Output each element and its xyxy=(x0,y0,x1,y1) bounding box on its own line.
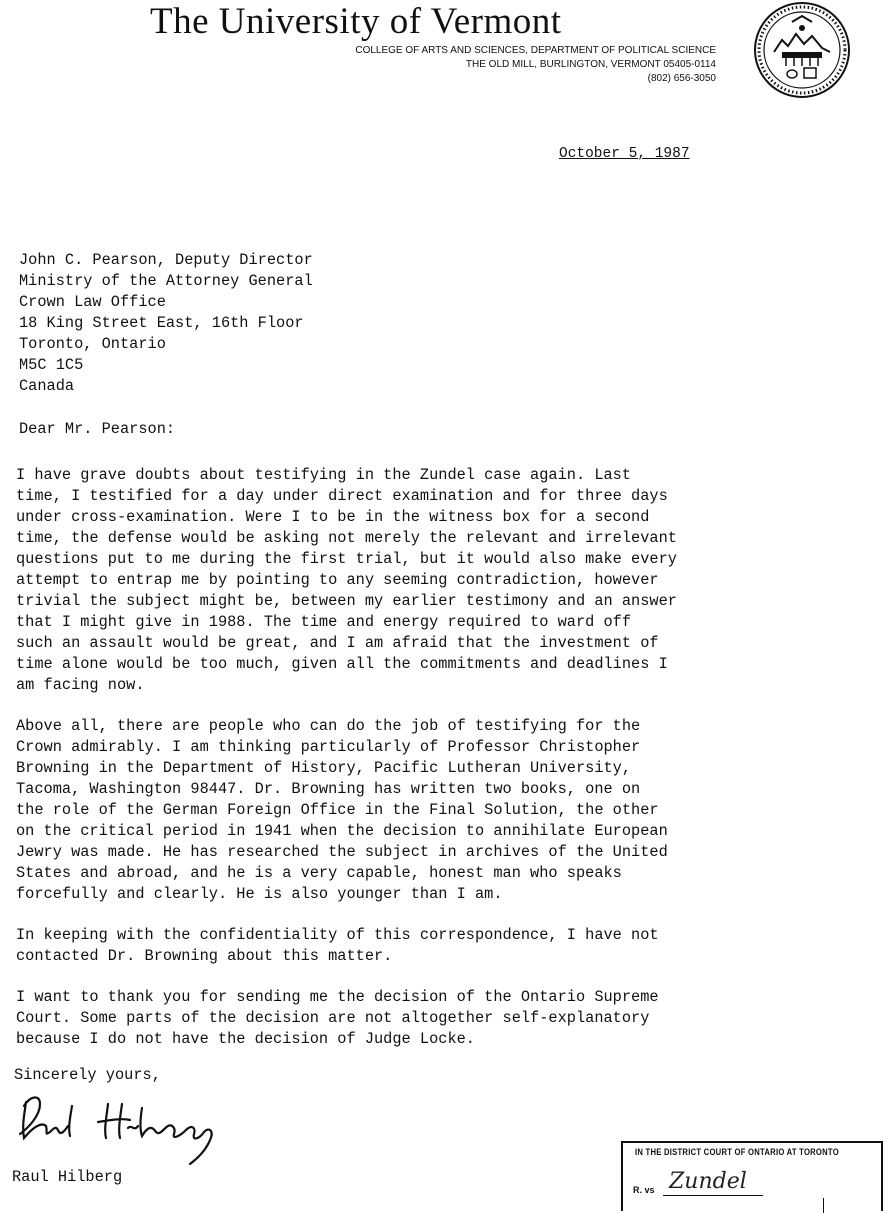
body-line: Tacoma, Washington 98447. Dr. Browning has written two books, one on xyxy=(16,780,641,798)
letter-date: October 5, 1987 xyxy=(559,146,690,162)
body-line: on the critical period in 1941 when the decision to annihilate European xyxy=(16,822,668,840)
body-line: such an assault would be great, and I am afraid that the investment of xyxy=(16,634,659,652)
address-line: John C. Pearson, Deputy Director xyxy=(19,251,313,269)
body-line: under cross-examination. Were I to be in the witness box for a second xyxy=(16,508,650,526)
address-line: Ministry of the Attorney General xyxy=(19,272,313,290)
body-line: time, I testified for a day under direct examination and for three days xyxy=(16,487,668,505)
body-line: attempt to entrap me by pointing to any seeming contradiction, however xyxy=(16,571,659,589)
closing: Sincerely yours, xyxy=(14,1066,161,1084)
letterhead-line: COLLEGE OF ARTS AND SCIENCES, DEPARTMENT OF POLITICAL SCIENCE xyxy=(355,45,716,56)
letterhead-title: The University of Vermont xyxy=(150,1,562,42)
body-line: I have grave doubts about testifying in the Zundel case again. Last xyxy=(16,466,632,484)
body-line: trivial the subject might be, between my earlier testimony and an answer xyxy=(16,592,677,610)
stamp-underline xyxy=(663,1195,763,1196)
letterhead-address xyxy=(355,44,716,86)
body-line: that I might give in 1988. The time and energy required to ward off xyxy=(16,613,632,631)
body-line: contacted Dr. Browning about this matter. xyxy=(16,947,393,965)
address-line: Crown Law Office xyxy=(19,293,166,311)
body-paragraph xyxy=(16,987,659,1050)
body-line: time, the defense would be asking not merely the relevant and irrelevant xyxy=(16,529,677,547)
salutation: Dear Mr. Pearson: xyxy=(19,420,176,438)
body-line: forcefully and clearly. He is also younger than I am. xyxy=(16,885,503,903)
signature-icon xyxy=(10,1086,250,1166)
body-line: time alone would be too much, given all the commitments and deadlines I xyxy=(16,655,668,673)
body-line: States and abroad, and he is a very capable, honest man who speaks xyxy=(16,864,622,882)
signer-name: Raul Hilberg xyxy=(12,1168,123,1186)
body-paragraph xyxy=(16,465,677,696)
address-line: M5C 1C5 xyxy=(19,356,84,374)
body-paragraph xyxy=(16,716,668,905)
body-line: Browning in the Department of History, Pacific Lutheran University, xyxy=(16,759,632,777)
letterhead-line: (802) 656-3050 xyxy=(647,73,716,84)
university-seal-icon xyxy=(752,0,852,100)
body-line: questions put to me during the first trial, but it would also make every xyxy=(16,550,677,568)
address-line: Canada xyxy=(19,377,75,395)
stamp-divider xyxy=(823,1198,824,1213)
body-line: Court. Some parts of the decision are not altogether self-explanatory xyxy=(16,1009,650,1027)
body-line: Jewry was made. He has researched the subject in archives of the United xyxy=(16,843,668,861)
body-line: Crown admirably. I am thinking particularly of Professor Christopher xyxy=(16,738,641,756)
address-line: 18 King Street East, 16th Floor xyxy=(19,314,304,332)
body-line: because I do not have the decision of Judge Locke. xyxy=(16,1030,475,1048)
body-line: the role of the German Foreign Office in the Final Solution, the other xyxy=(16,801,659,819)
recipient-address xyxy=(19,250,313,397)
body-line: In keeping with the confidentiality of this correspondence, I have not xyxy=(16,926,659,944)
stamp-rvs-label: R. vs xyxy=(633,1185,655,1195)
body-line: I want to thank you for sending me the decision of the Ontario Supreme xyxy=(16,988,659,1006)
body-line: am facing now. xyxy=(16,676,145,694)
court-stamp xyxy=(621,1141,883,1211)
body-paragraph xyxy=(16,925,659,967)
stamp-court-label: IN THE DISTRICT COURT OF ONTARIO AT TORONTO xyxy=(635,1147,839,1157)
body-line: Above all, there are people who can do the job of testifying for the xyxy=(16,717,641,735)
stamp-case-name: Zundel xyxy=(669,1169,747,1194)
address-line: Toronto, Ontario xyxy=(19,335,166,353)
letterhead-line: THE OLD MILL, BURLINGTON, VERMONT 05405-0114 xyxy=(465,59,716,70)
